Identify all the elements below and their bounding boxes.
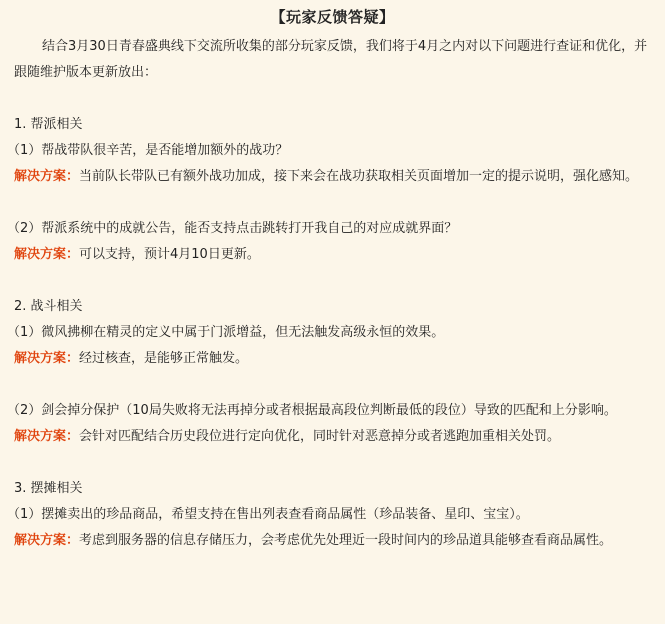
question-combat-1: （1）微风拂柳在精灵的定义中属于门派增益，但无法触发高级永恒的效果。 [7,325,445,340]
solution-label: 解决方案： [14,169,80,184]
spacer [0,450,665,476]
solution-combat-1 [0,346,665,372]
spacer [0,190,665,216]
section-heading-guild: 1. 帮派相关 [14,117,83,132]
page-title: 【玩家反馈答疑】 [270,8,395,26]
solution-text: 经过核查，是能够正常触发。 [79,351,249,366]
solution-label: 解决方案： [14,429,80,444]
spacer [0,372,665,398]
question-guild-2: （2）帮派系统中的成就公告，能否支持点击跳转打开我自己的对应成就界面？ [7,221,458,236]
spacer [0,86,665,112]
spacer [0,268,665,294]
question-guild-1: （1）帮战带队很辛苦，是否能增加额外的战功？ [7,143,289,158]
solution-combat-2 [0,424,665,450]
solution-text: 考虑到服务器的信息存储压力，会考虑优先处理近一段时间内的珍品道具能够查看商品属性。 [79,533,613,548]
solution-text: 可以支持，预计4月10日更新。 [79,247,260,262]
section-heading-stall: 3. 摆摊相关 [14,481,83,496]
solution-label: 解决方案： [14,351,80,366]
section-heading-combat: 2. 战斗相关 [14,299,83,314]
solution-text: 会针对匹配结合历史段位进行定向优化，同时针对恶意掉分或者逃跑加重相关处罚。 [79,429,561,444]
solution-stall-1 [0,528,665,554]
question-stall-1: （1）摆摊卖出的珍品商品，希望支持在售出列表查看商品属性（珍品装备、星印、宝宝）。 [7,507,529,522]
solution-guild-1 [0,164,665,190]
question-combat-2: （2）剑会掉分保护（10局失败将无法再掉分或者根据最高段位判断最低的段位）导致的匹配和上分影响。 [7,403,617,418]
solution-label: 解决方案： [14,247,80,262]
intro-paragraph: 结合3月30日青春盛典线下交流所收集的部分玩家反馈，我们将于4月之内对以下问题进行查证和优化，并跟随维护版本更新放出： [14,39,648,80]
solution-label: 解决方案： [14,533,80,548]
solution-text: 当前队长带队已有额外战功加成，接下来会在战功获取相关页面增加一定的提示说明，强化感知。 [79,169,639,184]
solution-guild-2 [0,242,665,268]
